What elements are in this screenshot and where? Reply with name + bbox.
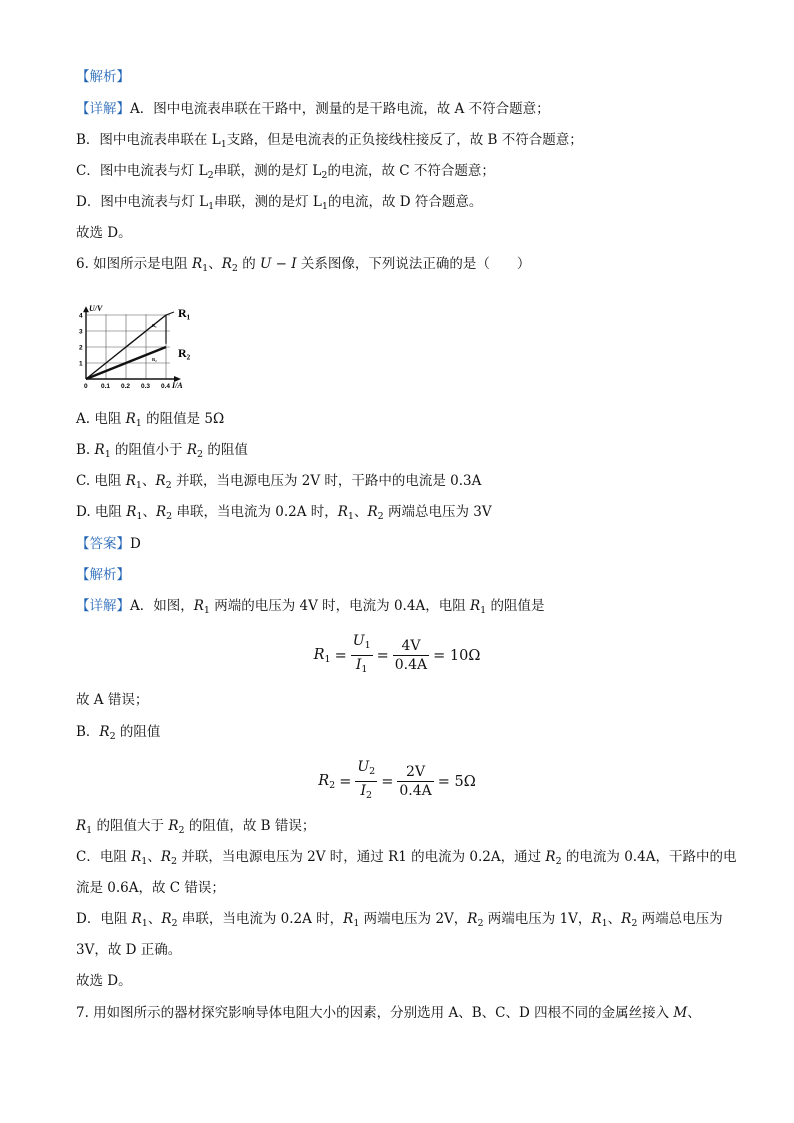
q5-lineA-text: A．图中电流表串联在干路中，测量的是干路电流，故 A 不符合题意；: [130, 101, 550, 117]
q5-conclusion: 故选 D。: [76, 225, 132, 241]
series-leader-r1: [166, 312, 174, 315]
q6-answer: 【答案】D: [76, 536, 141, 552]
ui-graph: [78, 293, 203, 388]
x-tick-label: 0.2: [121, 383, 131, 388]
q6-analysis-a: 【详解】A．如图，$R_1$ 两端的电压为 4V 时，电流为 0.4A，电阻 $R_1$ 的阻值是: [76, 598, 545, 616]
series-label-r2: R₂: [178, 346, 191, 360]
q5-detail-tag: 【详解】: [76, 101, 130, 117]
y-tick-label: 1: [79, 360, 83, 368]
q5-jiexi-tag: 【解析】: [76, 69, 130, 85]
y-tick-label: 3: [79, 328, 83, 336]
series-inline-label-r1: R₁: [152, 323, 157, 328]
q5-option-c-analysis: C．图中电流表与灯 $L_2$串联，测的是灯 $L_2$的电流，故 C 不符合题意；: [76, 163, 495, 181]
equation-r2: $R_2$ = $\frac{U_2}{I_2}$ = $\frac{2V}{0.4A}$ = 5Ω: [318, 759, 476, 801]
q6-conclusion: 故选 D。: [76, 973, 132, 989]
q6-analysis-b: B．$R_2$ 的阻值: [76, 724, 161, 742]
q6-analysis-c-line2: 流是 0.6A，故 C 错误；: [76, 880, 225, 896]
y-axis-label: U/V: [89, 304, 103, 314]
y-tick-label: 4: [79, 312, 83, 320]
x-tick-label: 0.3: [141, 383, 151, 388]
equation-r1: $R_1$ = $\frac{U_1}{I_1}$ = $\frac{4V}{0.4A}$ = 10Ω: [313, 633, 481, 675]
q7-stem: 7. 用如图所示的器材探究影响导体电阻大小的因素，分别选用 A、B、C、D 四根不同的金属丝接入 M、: [76, 1005, 701, 1021]
q6-analysis-d: D．电阻 $R_1$、$R_2$ 串联，当电流为 0.2A 时，$R_1$ 两端电压为 2V，$R_2$ 两端电压为 1V，$R_1$、$R_2$ 两端总电压为: [76, 911, 723, 929]
q6-analysis-c: C．电阻 $R_1$、$R_2$ 并联，当电源电压为 2V 时，通过 R1 的电流为 0.2A，通过 $R_2$ 的电流为 0.4A，干路中的电: [76, 849, 737, 867]
q5-option-a-analysis: [76, 99, 550, 119]
graph-lines: [86, 306, 191, 379]
x-axis-label: I/A: [172, 381, 183, 388]
x-tick-label: 0.1: [101, 383, 111, 388]
q6-analysis-b-conclusion: $R_1$ 的阻值大于 $R_2$ 的阻值，故 B 错误；: [76, 818, 316, 836]
q6-analysis-a-conclusion: 故 A 错误；: [76, 692, 149, 708]
q6-stem: 6. 如图所示是电阻 $R_1$、$R_2$ 的 U − I 关系图像，下列说法正确的是（ ）: [76, 256, 531, 274]
q5-option-d-analysis: D．图中电流表与灯 $L_1$串联，测的是灯 $L_1$的电流，故 D 符合题意。: [76, 194, 483, 212]
x-tick-label: 0.4: [161, 383, 171, 388]
q5-option-b-analysis: B．图中电流表串联在 $L_1$支路，但是电流表的正负接线柱接反了，故 B 不符合题意；: [76, 132, 583, 150]
q6-option-d: D. 电阻 $R_1$、$R_2$ 串联，当电流为 0.2A 时，$R_1$、$R_2$ 两端总电压为 3V: [76, 504, 492, 522]
q6-analysis-d-line2: 3V，故 D 正确。: [76, 942, 182, 958]
q6-option-a: A. 电阻 $R_1$ 的阻值是 5Ω: [76, 411, 225, 429]
q6-answer-tag: 【答案】: [76, 536, 130, 552]
q6-option-c: C. 电阻 $R_1$、$R_2$ 并联，当电源电压为 2V 时，干路中的电流是 0.3A: [76, 473, 482, 491]
q6-jiexi-tag: 【解析】: [76, 567, 130, 583]
y-tick-label: 2: [79, 344, 83, 352]
q6-detail-tag: 【详解】: [76, 598, 130, 614]
series-label-r1: R₁: [178, 306, 191, 320]
series-inline-label-r2: R₂: [152, 357, 157, 362]
x-tick-label: 0: [84, 383, 88, 388]
q6-option-b: B. $R_1$ 的阻值小于 $R_2$ 的阻值: [76, 442, 248, 460]
